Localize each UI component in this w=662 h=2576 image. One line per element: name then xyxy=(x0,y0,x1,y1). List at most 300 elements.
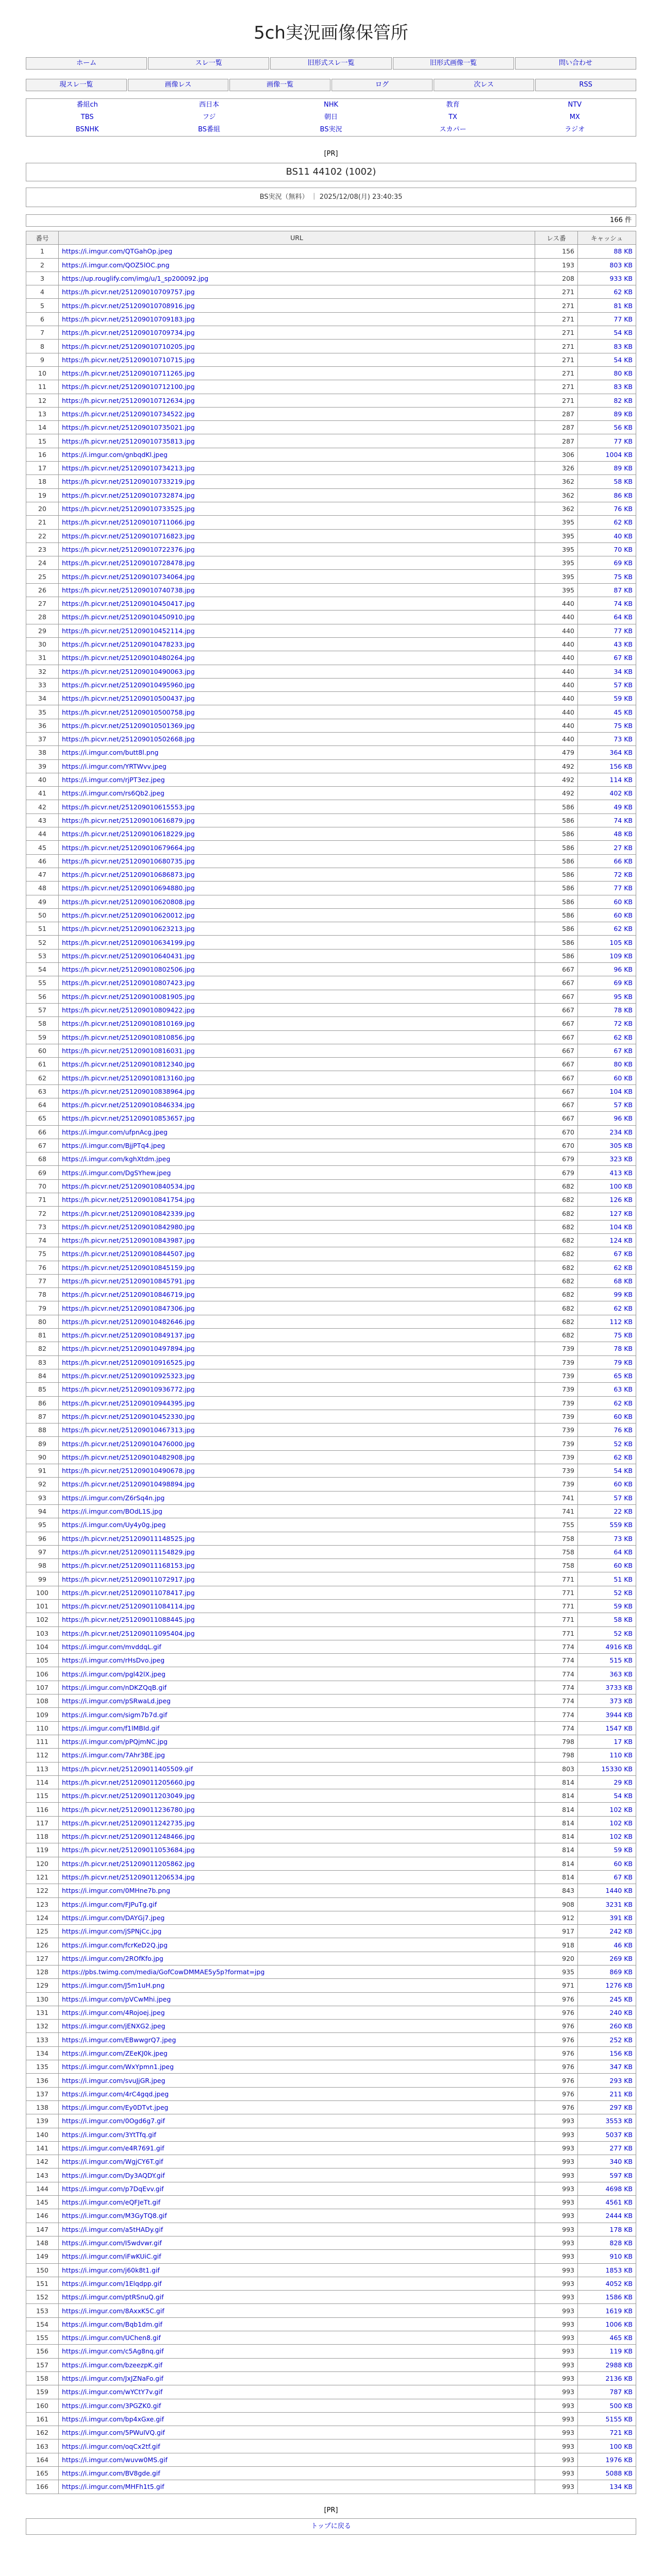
cache-size-link[interactable]: 76 KB xyxy=(578,502,636,515)
image-url-link[interactable]: https://i.imgur.com/j60k8t1.gif xyxy=(59,2263,535,2277)
cache-size-link[interactable]: 67 KB xyxy=(578,1247,636,1261)
cache-size-link[interactable]: 5088 KB xyxy=(578,2466,636,2480)
cache-size-link[interactable]: 15330 KB xyxy=(578,1762,636,1775)
image-url-link[interactable]: https://h.picvr.net/251209010734522.jpg xyxy=(59,407,535,420)
image-url-link[interactable]: https://h.picvr.net/251209011203049.jpg xyxy=(59,1789,535,1803)
cache-size-link[interactable]: 60 KB xyxy=(578,908,636,922)
cache-size-link[interactable]: 75 KB xyxy=(578,719,636,732)
image-url-link[interactable]: https://h.picvr.net/251209010925323.jpg xyxy=(59,1369,535,1382)
image-url-link[interactable]: https://h.picvr.net/251209010813160.jpg xyxy=(59,1071,535,1084)
board-link[interactable]: 番組ch xyxy=(76,101,98,109)
nav-image-res[interactable]: 画像レス xyxy=(128,79,229,91)
image-url-link[interactable]: https://h.picvr.net/251209010480264.jpg xyxy=(59,651,535,665)
image-url-link[interactable]: https://i.imgur.com/rjPT3ez.jpeg xyxy=(59,773,535,786)
image-url-link[interactable]: https://h.picvr.net/251209011205862.jpg xyxy=(59,1857,535,1870)
cache-size-link[interactable]: 1547 KB xyxy=(578,1721,636,1735)
image-url-link[interactable]: https://i.imgur.com/bp4xGxe.gif xyxy=(59,2412,535,2426)
cache-size-link[interactable]: 62 KB xyxy=(578,1396,636,1410)
cache-size-link[interactable]: 60 KB xyxy=(578,1071,636,1084)
image-url-link[interactable]: https://h.picvr.net/251209010450910.jpg xyxy=(59,611,535,624)
cache-size-link[interactable]: 54 KB xyxy=(578,326,636,340)
cache-size-link[interactable]: 1853 KB xyxy=(578,2263,636,2277)
image-url-link[interactable]: https://h.picvr.net/251209010944395.jpg xyxy=(59,1396,535,1410)
image-url-link[interactable]: https://i.imgur.com/a5tHADy.gif xyxy=(59,2223,535,2236)
cache-size-link[interactable]: 54 KB xyxy=(578,1464,636,1478)
image-url-link[interactable]: https://i.imgur.com/5PWuIVQ.gif xyxy=(59,2426,535,2439)
cache-size-link[interactable]: 77 KB xyxy=(578,624,636,637)
cache-size-link[interactable]: 465 KB xyxy=(578,2331,636,2345)
image-url-link[interactable]: https://i.imgur.com/pPQjmNC.jpg xyxy=(59,1735,535,1748)
image-url-link[interactable]: https://h.picvr.net/251209010847306.jpg xyxy=(59,1301,535,1315)
image-url-link[interactable]: https://i.imgur.com/3PGZK0.gif xyxy=(59,2399,535,2412)
cache-size-link[interactable]: 500 KB xyxy=(578,2399,636,2412)
image-url-link[interactable]: https://i.imgur.com/QOZ5lOC.png xyxy=(59,258,535,272)
image-url-link[interactable]: https://h.picvr.net/251209010816031.jpg xyxy=(59,1044,535,1057)
image-url-link[interactable]: https://i.imgur.com/c5Ag8nq.gif xyxy=(59,2345,535,2358)
image-url-link[interactable]: https://i.imgur.com/fcrKeD2Q.jpg xyxy=(59,1938,535,1952)
cache-size-link[interactable]: 86 KB xyxy=(578,488,636,502)
cache-size-link[interactable]: 62 KB xyxy=(578,1450,636,1464)
cache-size-link[interactable]: 242 KB xyxy=(578,1925,636,1938)
image-url-link[interactable]: https://up.rouglify.com/img/u/1_sp200092.jpg xyxy=(59,272,535,285)
image-url-link[interactable]: https://h.picvr.net/251209011236780.jpg xyxy=(59,1803,535,1816)
nav-contact[interactable]: 問い合わせ xyxy=(515,57,636,70)
image-url-link[interactable]: https://h.picvr.net/251209010842339.jpg xyxy=(59,1207,535,1220)
image-url-link[interactable]: https://h.picvr.net/251209010500437.jpg xyxy=(59,692,535,705)
image-url-link[interactable]: https://h.picvr.net/251209011088445.jpg xyxy=(59,1613,535,1626)
cache-size-link[interactable]: 99 KB xyxy=(578,1288,636,1301)
image-url-link[interactable]: https://i.imgur.com/DAYGj7.jpeg xyxy=(59,1911,535,1924)
image-url-link[interactable]: https://h.picvr.net/251209010846719.jpg xyxy=(59,1288,535,1301)
nav-current-threads[interactable]: 現スレ一覧 xyxy=(26,79,127,91)
image-url-link[interactable]: https://i.imgur.com/jSPNjCc.jpg xyxy=(59,1925,535,1938)
image-url-link[interactable]: https://h.picvr.net/251209011242735.jpg xyxy=(59,1816,535,1829)
image-url-link[interactable]: https://i.imgur.com/ptRSnuQ.gif xyxy=(59,2291,535,2304)
cache-size-link[interactable]: 260 KB xyxy=(578,2020,636,2033)
image-url-link[interactable]: https://h.picvr.net/251209010708916.jpg xyxy=(59,299,535,312)
cache-size-link[interactable]: 52 KB xyxy=(578,1586,636,1599)
board-link[interactable]: 教育 xyxy=(446,101,460,109)
nav-next-res[interactable]: 次レス xyxy=(434,79,535,91)
image-url-link[interactable]: https://h.picvr.net/251209010810856.jpg xyxy=(59,1030,535,1044)
cache-size-link[interactable]: 73 KB xyxy=(578,732,636,745)
cache-size-link[interactable]: 1440 KB xyxy=(578,1884,636,1897)
cache-size-link[interactable]: 62 KB xyxy=(578,1030,636,1044)
image-url-link[interactable]: https://i.imgur.com/sigm7b7d.gif xyxy=(59,1708,535,1721)
cache-size-link[interactable]: 102 KB xyxy=(578,1803,636,1816)
cache-size-link[interactable]: 59 KB xyxy=(578,1843,636,1857)
cache-size-link[interactable]: 104 KB xyxy=(578,1084,636,1098)
cache-size-link[interactable]: 413 KB xyxy=(578,1166,636,1179)
image-url-link[interactable]: https://h.picvr.net/251209010842980.jpg xyxy=(59,1220,535,1233)
cache-size-link[interactable]: 57 KB xyxy=(578,1491,636,1504)
image-url-link[interactable]: https://i.imgur.com/ufpnAcg.jpeg xyxy=(59,1125,535,1139)
image-url-link[interactable]: https://i.imgur.com/QTGahOp.jpeg xyxy=(59,245,535,258)
cache-size-link[interactable]: 803 KB xyxy=(578,258,636,272)
cache-size-link[interactable]: 17 KB xyxy=(578,1735,636,1748)
cache-size-link[interactable]: 83 KB xyxy=(578,380,636,394)
board-link[interactable]: 西日本 xyxy=(199,101,220,109)
cache-size-link[interactable]: 62 KB xyxy=(578,516,636,529)
image-url-link[interactable]: https://h.picvr.net/251209010679664.jpg xyxy=(59,841,535,854)
cache-size-link[interactable]: 2444 KB xyxy=(578,2209,636,2223)
cache-size-link[interactable]: 102 KB xyxy=(578,1816,636,1829)
cache-size-link[interactable]: 69 KB xyxy=(578,976,636,990)
cache-size-link[interactable]: 56 KB xyxy=(578,421,636,434)
cache-size-link[interactable]: 54 KB xyxy=(578,1789,636,1803)
image-url-link[interactable]: https://h.picvr.net/251209010728478.jpg xyxy=(59,556,535,570)
cache-size-link[interactable]: 102 KB xyxy=(578,1830,636,1843)
image-url-link[interactable]: https://i.imgur.com/BjjPTq4.jpeg xyxy=(59,1139,535,1152)
image-url-link[interactable]: https://i.imgur.com/oqCx2tf.gif xyxy=(59,2439,535,2453)
cache-size-link[interactable]: 402 KB xyxy=(578,787,636,800)
cache-size-link[interactable]: 46 KB xyxy=(578,1938,636,1952)
nav-rss[interactable]: RSS xyxy=(535,79,636,91)
image-url-link[interactable]: https://h.picvr.net/251209010843987.jpg xyxy=(59,1233,535,1247)
cache-size-link[interactable]: 4561 KB xyxy=(578,2196,636,2209)
cache-size-link[interactable]: 559 KB xyxy=(578,1518,636,1532)
image-url-link[interactable]: https://h.picvr.net/251209010809422.jpg xyxy=(59,1003,535,1016)
nav-old-thread-list[interactable]: 旧形式スレ一覧 xyxy=(270,57,391,70)
cache-size-link[interactable]: 81 KB xyxy=(578,299,636,312)
image-url-link[interactable]: https://h.picvr.net/251209011072917.jpg xyxy=(59,1572,535,1586)
cache-size-link[interactable]: 3231 KB xyxy=(578,1897,636,1911)
image-url-link[interactable]: https://h.picvr.net/251209010490063.jpg xyxy=(59,665,535,678)
image-url-link[interactable]: https://i.imgur.com/FJPuTg.gif xyxy=(59,1897,535,1911)
image-url-link[interactable]: https://h.picvr.net/251209011084114.jpg xyxy=(59,1599,535,1613)
cache-size-link[interactable]: 77 KB xyxy=(578,312,636,326)
image-url-link[interactable]: https://h.picvr.net/251209010735021.jpg xyxy=(59,421,535,434)
cache-size-link[interactable]: 104 KB xyxy=(578,1220,636,1233)
cache-size-link[interactable]: 75 KB xyxy=(578,570,636,583)
image-url-link[interactable]: https://h.picvr.net/251209010686873.jpg xyxy=(59,868,535,881)
cache-size-link[interactable]: 297 KB xyxy=(578,2100,636,2114)
cache-size-link[interactable]: 74 KB xyxy=(578,597,636,611)
cache-size-link[interactable]: 67 KB xyxy=(578,651,636,665)
image-url-link[interactable]: https://i.imgur.com/4Rojoej.jpeg xyxy=(59,2006,535,2019)
cache-size-link[interactable]: 80 KB xyxy=(578,366,636,380)
cache-size-link[interactable]: 3944 KB xyxy=(578,1708,636,1721)
cache-size-link[interactable]: 100 KB xyxy=(578,2439,636,2453)
image-url-link[interactable]: https://i.imgur.com/UChen8.gif xyxy=(59,2331,535,2345)
image-url-link[interactable]: https://i.imgur.com/Dy3AQDY.gif xyxy=(59,2168,535,2182)
image-url-link[interactable]: https://i.imgur.com/p7DqEvv.gif xyxy=(59,2182,535,2195)
cache-size-link[interactable]: 3553 KB xyxy=(578,2114,636,2128)
cache-size-link[interactable]: 105 KB xyxy=(578,936,636,949)
image-url-link[interactable]: https://h.picvr.net/251209011154829.jpg xyxy=(59,1545,535,1558)
image-url-link[interactable]: https://h.picvr.net/251209010709183.jpg xyxy=(59,312,535,326)
image-url-link[interactable]: https://h.picvr.net/251209010498894.jpg xyxy=(59,1478,535,1491)
cache-size-link[interactable]: 126 KB xyxy=(578,1193,636,1207)
cache-size-link[interactable]: 597 KB xyxy=(578,2168,636,2182)
cache-size-link[interactable]: 72 KB xyxy=(578,1017,636,1030)
image-url-link[interactable]: https://h.picvr.net/251209010482646.jpg xyxy=(59,1315,535,1328)
cache-size-link[interactable]: 828 KB xyxy=(578,2236,636,2249)
cache-size-link[interactable]: 66 KB xyxy=(578,854,636,868)
image-url-link[interactable]: https://i.imgur.com/2ROfKfo.jpg xyxy=(59,1952,535,1965)
board-link[interactable]: BS番組 xyxy=(198,126,221,133)
cache-size-link[interactable]: 391 KB xyxy=(578,1911,636,1924)
image-url-link[interactable]: https://i.imgur.com/JxJZNaFo.gif xyxy=(59,2371,535,2385)
cache-size-link[interactable]: 240 KB xyxy=(578,2006,636,2019)
nav-log[interactable]: ログ xyxy=(332,79,433,91)
image-url-link[interactable]: https://h.picvr.net/251209011405509.gif xyxy=(59,1762,535,1775)
image-url-link[interactable]: https://i.imgur.com/kghXtdm.jpeg xyxy=(59,1153,535,1166)
image-url-link[interactable]: https://i.imgur.com/rHsDvo.jpeg xyxy=(59,1654,535,1667)
cache-size-link[interactable]: 29 KB xyxy=(578,1775,636,1789)
image-url-link[interactable]: https://i.imgur.com/nDKZQqB.gif xyxy=(59,1681,535,1694)
cache-size-link[interactable]: 869 KB xyxy=(578,1965,636,1979)
cache-size-link[interactable]: 67 KB xyxy=(578,1044,636,1057)
image-url-link[interactable]: https://h.picvr.net/251209010846334.jpg xyxy=(59,1098,535,1112)
image-url-link[interactable]: https://h.picvr.net/251209010733219.jpg xyxy=(59,475,535,488)
image-url-link[interactable]: https://h.picvr.net/251209010740738.jpg xyxy=(59,583,535,597)
cache-size-link[interactable]: 112 KB xyxy=(578,1315,636,1328)
cache-size-link[interactable]: 27 KB xyxy=(578,841,636,854)
cache-size-link[interactable]: 234 KB xyxy=(578,1125,636,1139)
cache-size-link[interactable]: 340 KB xyxy=(578,2155,636,2168)
image-url-link[interactable]: https://h.picvr.net/251209010845791.jpg xyxy=(59,1274,535,1287)
board-link[interactable]: BS実況 xyxy=(320,126,342,133)
cache-size-link[interactable]: 347 KB xyxy=(578,2060,636,2074)
cache-size-link[interactable]: 2136 KB xyxy=(578,2371,636,2385)
cache-size-link[interactable]: 245 KB xyxy=(578,1992,636,2006)
cache-size-link[interactable]: 75 KB xyxy=(578,1329,636,1342)
cache-size-link[interactable]: 52 KB xyxy=(578,1626,636,1640)
cache-size-link[interactable]: 49 KB xyxy=(578,800,636,814)
cache-size-link[interactable]: 1276 KB xyxy=(578,1979,636,1992)
image-url-link[interactable]: https://h.picvr.net/251209010716823.jpg xyxy=(59,529,535,543)
cache-size-link[interactable]: 62 KB xyxy=(578,922,636,936)
image-url-link[interactable]: https://h.picvr.net/251209010936772.jpg xyxy=(59,1383,535,1396)
image-url-link[interactable]: https://i.imgur.com/butt8l.png xyxy=(59,746,535,759)
cache-size-link[interactable]: 323 KB xyxy=(578,1153,636,1166)
cache-size-link[interactable]: 69 KB xyxy=(578,556,636,570)
cache-size-link[interactable]: 64 KB xyxy=(578,1545,636,1558)
image-url-link[interactable]: https://i.imgur.com/7Ahr3BE.jpg xyxy=(59,1749,535,1762)
image-url-link[interactable]: https://h.picvr.net/251209011053684.jpg xyxy=(59,1843,535,1857)
cache-size-link[interactable]: 58 KB xyxy=(578,1613,636,1626)
cache-size-link[interactable]: 100 KB xyxy=(578,1179,636,1193)
image-url-link[interactable]: https://i.imgur.com/0MHne7b.png xyxy=(59,1884,535,1897)
image-url-link[interactable]: https://h.picvr.net/251209011148525.jpg xyxy=(59,1532,535,1545)
image-url-link[interactable]: https://i.imgur.com/wuvw0MS.gif xyxy=(59,2453,535,2466)
image-url-link[interactable]: https://i.imgur.com/f1lMBId.gif xyxy=(59,1721,535,1735)
cache-size-link[interactable]: 119 KB xyxy=(578,2345,636,2358)
image-url-link[interactable]: https://i.imgur.com/Bqb1dm.gif xyxy=(59,2317,535,2331)
image-url-link[interactable]: https://h.picvr.net/251209011205660.jpg xyxy=(59,1775,535,1789)
nav-thread-list[interactable]: スレ一覧 xyxy=(148,57,269,70)
cache-size-link[interactable]: 178 KB xyxy=(578,2223,636,2236)
image-url-link[interactable]: https://i.imgur.com/I5wdvwr.gif xyxy=(59,2236,535,2249)
cache-size-link[interactable]: 2988 KB xyxy=(578,2358,636,2371)
image-url-link[interactable]: https://i.imgur.com/rs6Qb2.jpeg xyxy=(59,787,535,800)
image-url-link[interactable]: https://i.imgur.com/gnbqdKl.jpeg xyxy=(59,448,535,461)
image-url-link[interactable]: https://i.imgur.com/bzeezpK.gif xyxy=(59,2358,535,2371)
image-url-link[interactable]: https://i.imgur.com/jENXG2.jpeg xyxy=(59,2020,535,2033)
image-url-link[interactable]: https://h.picvr.net/251209010711265.jpg xyxy=(59,366,535,380)
cache-size-link[interactable]: 64 KB xyxy=(578,611,636,624)
cache-size-link[interactable]: 58 KB xyxy=(578,475,636,488)
board-link[interactable]: TX xyxy=(448,113,457,121)
image-url-link[interactable]: https://h.picvr.net/251209011168153.jpg xyxy=(59,1559,535,1572)
image-url-link[interactable]: https://h.picvr.net/251209010680735.jpg xyxy=(59,854,535,868)
cache-size-link[interactable]: 62 KB xyxy=(578,1261,636,1274)
cache-size-link[interactable]: 1586 KB xyxy=(578,2291,636,2304)
image-url-link[interactable]: https://i.imgur.com/MHFh1t5.gif xyxy=(59,2480,535,2494)
cache-size-link[interactable]: 5037 KB xyxy=(578,2128,636,2141)
image-url-link[interactable]: https://h.picvr.net/251209010849137.jpg xyxy=(59,1329,535,1342)
cache-size-link[interactable]: 62 KB xyxy=(578,1301,636,1315)
image-url-link[interactable]: https://h.picvr.net/251209011078417.jpg xyxy=(59,1586,535,1599)
image-url-link[interactable]: https://h.picvr.net/251209010482908.jpg xyxy=(59,1450,535,1464)
nav-home[interactable]: ホーム xyxy=(26,57,147,70)
cache-size-link[interactable]: 156 KB xyxy=(578,759,636,773)
cache-size-link[interactable]: 74 KB xyxy=(578,814,636,827)
image-url-link[interactable]: https://h.picvr.net/251209010845159.jpg xyxy=(59,1261,535,1274)
image-url-link[interactable]: https://h.picvr.net/251209010722376.jpg xyxy=(59,543,535,556)
image-url-link[interactable]: https://i.imgur.com/ZEeKJ0k.jpeg xyxy=(59,2046,535,2060)
image-url-link[interactable]: https://h.picvr.net/251209010838964.jpg xyxy=(59,1084,535,1098)
image-url-link[interactable]: https://i.imgur.com/Ey0DTvt.jpeg xyxy=(59,2100,535,2114)
cache-size-link[interactable]: 57 KB xyxy=(578,678,636,691)
cache-size-link[interactable]: 22 KB xyxy=(578,1504,636,1518)
image-url-link[interactable]: https://i.imgur.com/0Ogd6g7.gif xyxy=(59,2114,535,2128)
cache-size-link[interactable]: 78 KB xyxy=(578,1003,636,1016)
image-url-link[interactable]: https://h.picvr.net/251209010615553.jpg xyxy=(59,800,535,814)
image-url-link[interactable]: https://i.imgur.com/DgSYhew.jpeg xyxy=(59,1166,535,1179)
image-url-link[interactable]: https://h.picvr.net/251209010623213.jpg xyxy=(59,922,535,936)
nav-old-image-list[interactable]: 旧形式画像一覧 xyxy=(393,57,514,70)
board-link[interactable]: NHK xyxy=(323,101,338,109)
cache-size-link[interactable]: 80 KB xyxy=(578,1058,636,1071)
cache-size-link[interactable]: 5155 KB xyxy=(578,2412,636,2426)
image-url-link[interactable]: https://h.picvr.net/251209010620012.jpg xyxy=(59,908,535,922)
cache-size-link[interactable]: 52 KB xyxy=(578,1437,636,1450)
image-url-link[interactable]: https://h.picvr.net/251209010807423.jpg xyxy=(59,976,535,990)
cache-size-link[interactable]: 60 KB xyxy=(578,1857,636,1870)
image-url-link[interactable]: https://h.picvr.net/251209010634199.jpg xyxy=(59,936,535,949)
image-url-link[interactable]: https://h.picvr.net/251209010916525.jpg xyxy=(59,1355,535,1369)
cache-size-link[interactable]: 89 KB xyxy=(578,462,636,475)
cache-size-link[interactable]: 88 KB xyxy=(578,245,636,258)
image-url-link[interactable]: https://h.picvr.net/251209010620808.jpg xyxy=(59,895,535,908)
cache-size-link[interactable]: 211 KB xyxy=(578,2087,636,2100)
image-url-link[interactable]: https://i.imgur.com/4rC4gqd.jpeg xyxy=(59,2087,535,2100)
image-url-link[interactable]: https://h.picvr.net/251209010081905.jpg xyxy=(59,990,535,1003)
image-url-link[interactable]: https://h.picvr.net/251209010450417.jpg xyxy=(59,597,535,611)
cache-size-link[interactable]: 293 KB xyxy=(578,2074,636,2087)
cache-size-link[interactable]: 51 KB xyxy=(578,1572,636,1586)
cache-size-link[interactable]: 67 KB xyxy=(578,1870,636,1884)
image-url-link[interactable]: https://h.picvr.net/251209010452330.jpg xyxy=(59,1410,535,1423)
cache-size-link[interactable]: 515 KB xyxy=(578,1654,636,1667)
image-url-link[interactable]: https://h.picvr.net/251209010501369.jpg xyxy=(59,719,535,732)
cache-size-link[interactable]: 57 KB xyxy=(578,1098,636,1112)
image-url-link[interactable]: https://h.picvr.net/251209010712100.jpg xyxy=(59,380,535,394)
cache-size-link[interactable]: 40 KB xyxy=(578,529,636,543)
cache-size-link[interactable]: 43 KB xyxy=(578,637,636,651)
image-url-link[interactable]: https://h.picvr.net/251209010844507.jpg xyxy=(59,1247,535,1261)
image-url-link[interactable]: https://h.picvr.net/251209010711066.jpg xyxy=(59,516,535,529)
image-url-link[interactable]: https://i.imgur.com/8AxxK5C.gif xyxy=(59,2304,535,2317)
cache-size-link[interactable]: 68 KB xyxy=(578,1274,636,1287)
board-link[interactable]: ラジオ xyxy=(565,126,585,133)
cache-size-link[interactable]: 45 KB xyxy=(578,705,636,719)
image-url-link[interactable]: https://i.imgur.com/pSRwaLd.jpeg xyxy=(59,1694,535,1708)
cache-size-link[interactable]: 787 KB xyxy=(578,2385,636,2399)
cache-size-link[interactable]: 72 KB xyxy=(578,868,636,881)
image-url-link[interactable]: https://i.imgur.com/M3GyTQ8.gif xyxy=(59,2209,535,2223)
board-link[interactable]: フジ xyxy=(202,113,216,121)
cache-size-link[interactable]: 60 KB xyxy=(578,1559,636,1572)
image-url-link[interactable]: https://h.picvr.net/251209010853657.jpg xyxy=(59,1112,535,1125)
image-url-link[interactable]: https://h.picvr.net/251209010802506.jpg xyxy=(59,963,535,976)
cache-size-link[interactable]: 1619 KB xyxy=(578,2304,636,2317)
cache-size-link[interactable]: 89 KB xyxy=(578,407,636,420)
board-link[interactable]: TBS xyxy=(80,113,94,121)
cache-size-link[interactable]: 59 KB xyxy=(578,1599,636,1613)
cache-size-link[interactable]: 54 KB xyxy=(578,353,636,366)
image-url-link[interactable]: https://h.picvr.net/251209010734213.jpg xyxy=(59,462,535,475)
board-link[interactable]: NTV xyxy=(568,101,582,109)
image-url-link[interactable]: https://h.picvr.net/251209010812340.jpg xyxy=(59,1058,535,1071)
image-url-link[interactable]: https://h.picvr.net/251209010709757.jpg xyxy=(59,285,535,299)
image-url-link[interactable]: https://h.picvr.net/251209010452114.jpg xyxy=(59,624,535,637)
image-url-link[interactable]: https://h.picvr.net/251209010735813.jpg xyxy=(59,434,535,448)
image-url-link[interactable]: https://i.imgur.com/EBwwgrQ7.jpeg xyxy=(59,2033,535,2046)
image-url-link[interactable]: https://h.picvr.net/251209010467313.jpg xyxy=(59,1423,535,1437)
image-url-link[interactable]: https://h.picvr.net/251209010710715.jpg xyxy=(59,353,535,366)
cache-size-link[interactable]: 70 KB xyxy=(578,543,636,556)
image-url-link[interactable]: https://i.imgur.com/J5m1uH.png xyxy=(59,1979,535,1992)
image-url-link[interactable]: https://i.imgur.com/1Elqdpp.gif xyxy=(59,2277,535,2290)
cache-size-link[interactable]: 95 KB xyxy=(578,990,636,1003)
cache-size-link[interactable]: 109 KB xyxy=(578,949,636,962)
image-url-link[interactable]: https://pbs.twimg.com/media/GofCowDMMAE5y5p?format=jpg xyxy=(59,1965,535,1979)
cache-size-link[interactable]: 4052 KB xyxy=(578,2277,636,2290)
image-url-link[interactable]: https://i.imgur.com/svuJjGR.jpeg xyxy=(59,2074,535,2087)
cache-size-link[interactable]: 96 KB xyxy=(578,1112,636,1125)
cache-size-link[interactable]: 114 KB xyxy=(578,773,636,786)
board-link[interactable]: 朝日 xyxy=(324,113,338,121)
cache-size-link[interactable]: 373 KB xyxy=(578,1694,636,1708)
image-url-link[interactable]: https://i.imgur.com/Uy4y0g.jpeg xyxy=(59,1518,535,1532)
image-url-link[interactable]: https://i.imgur.com/wYCtY7v.gif xyxy=(59,2385,535,2399)
cache-size-link[interactable]: 1976 KB xyxy=(578,2453,636,2466)
cache-size-link[interactable]: 721 KB xyxy=(578,2426,636,2439)
image-url-link[interactable]: https://h.picvr.net/251209011248466.jpg xyxy=(59,1830,535,1843)
cache-size-link[interactable]: 277 KB xyxy=(578,2141,636,2155)
image-url-link[interactable]: https://h.picvr.net/251209010618229.jpg xyxy=(59,827,535,841)
image-url-link[interactable]: https://h.picvr.net/251209010694880.jpg xyxy=(59,882,535,895)
image-url-link[interactable]: https://h.picvr.net/251209010502668.jpg xyxy=(59,732,535,745)
image-url-link[interactable]: https://i.imgur.com/BV8gde.gif xyxy=(59,2466,535,2480)
cache-size-link[interactable]: 65 KB xyxy=(578,1369,636,1382)
image-url-link[interactable]: https://h.picvr.net/251209010476000.jpg xyxy=(59,1437,535,1450)
cache-size-link[interactable]: 34 KB xyxy=(578,665,636,678)
image-url-link[interactable]: https://h.picvr.net/251209011206534.jpg xyxy=(59,1870,535,1884)
cache-size-link[interactable]: 4916 KB xyxy=(578,1640,636,1653)
image-url-link[interactable]: https://i.imgur.com/BOdL1S.jpg xyxy=(59,1504,535,1518)
image-url-link[interactable]: https://h.picvr.net/251209010640431.jpg xyxy=(59,949,535,962)
image-url-link[interactable]: https://h.picvr.net/251209011095404.jpg xyxy=(59,1626,535,1640)
image-url-link[interactable]: https://h.picvr.net/251209010732874.jpg xyxy=(59,488,535,502)
image-url-link[interactable]: https://h.picvr.net/251209010841754.jpg xyxy=(59,1193,535,1207)
cache-size-link[interactable]: 933 KB xyxy=(578,272,636,285)
nav-image-list[interactable]: 画像一覧 xyxy=(229,79,330,91)
cache-size-link[interactable]: 77 KB xyxy=(578,434,636,448)
